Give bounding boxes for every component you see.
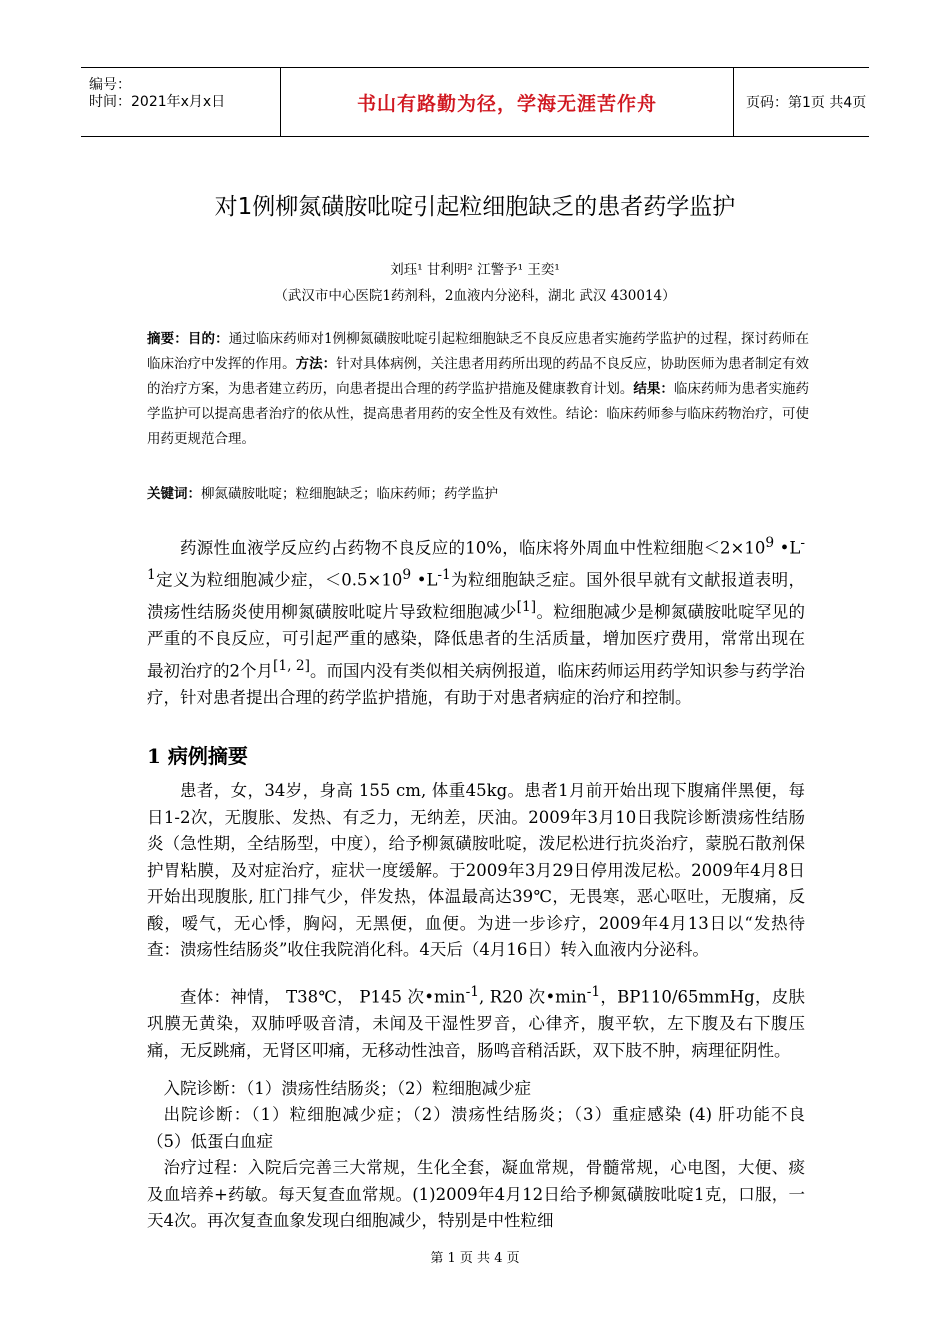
intro-sup-a: 9 <box>765 535 775 551</box>
exam-sup-a: -1 <box>465 984 479 1000</box>
abstract-method: 针对具体病例，关注患者用药所出现的药品不良反应，协助医师为患者制定有效的治疗方案，为患者建立药历，向患者提出合理的药学监护措施及健康教育计划。 <box>147 356 810 397</box>
exam-text-b: , R20 次•min <box>478 987 587 1007</box>
exam-text-a: 查体：神情， T38℃， P145 次•min <box>180 987 466 1007</box>
discharge-diagnosis: 出院诊断：（1）粒细胞减少症；（2）溃疡性结肠炎；（3）重症感染 (4) 肝功能不良 （5）低蛋白血症 <box>147 1105 805 1151</box>
keywords-label: 关键词： <box>147 486 201 502</box>
article-affiliation: （武汉市中心医院1药剂科，2血液内分泌科，湖北 武汉 430014） <box>274 288 676 304</box>
article-title: 对1例柳氮磺胺吡啶引起粒细胞缺乏的患者药学监护 <box>214 194 736 220</box>
abstract-purpose: 通过临床药师对1例柳氮磺胺吡啶引起粒细胞缺乏不良反应患者实施药学监护的过程，探讨药师在临床治疗中发挥的作用。 <box>147 331 810 372</box>
header-left-cell <box>81 68 281 136</box>
intro-text-g: 。而国内没有类似相关病例报道，临床药师运用药学知识参与药学治疗，针对患者提出合理的药学监护措施，有助于对患者病症的治疗和控制。 <box>147 661 806 707</box>
intro-text-a: 药源性血液学反应约占药物不良反应的10%，临床将外周血中性粒细胞＜2×10 <box>180 538 766 558</box>
intro-sup-d: -1 <box>437 567 451 583</box>
abstract-purpose-label: 目的： <box>187 331 229 347</box>
intro-text-b: •L <box>774 538 801 558</box>
case-summary-paragraph: 患者，女，34岁，身高 155 cm, 体重45kg。患者1月前开始出现下腹痛伴黑便，每日1-2次，无腹胀、发热、有乏力，无纳差，厌油。2009年3月10日我院诊断溃疡性结肠炎（急性期，全结肠型，中度），给予柳氮磺胺吡啶，泼尼松进行抗炎治疗，蒙脱石散剂保护胃粘膜，及对症治疗，症状一度缓解。于2009年3月29日停用泼尼松。2009年4月8日开始出现腹胀, 肛门排气少，伴发热，体温最高达39℃，无畏寒，恶心呕吐，无腹痛，反酸，嗳气，无心悸，胸闷，无黑便，血便。为进一步诊疗，2009年4月13日以“发热待查：溃疡性结肠炎”收住我院消化科。4天后（4月16日）转入血液内分泌科。 <box>147 781 805 959</box>
intro-citation-2: [1, 2] <box>273 657 310 674</box>
document-time-label: 时间：2021年x月x日 <box>89 94 226 110</box>
intro-sup-c: 9 <box>402 567 412 583</box>
exam-sup-b: -1 <box>586 984 601 1000</box>
abstract-result: 临床药师为患者实施药学监护可以提高患者治疗的依从性，提高患者用药的安全性及有效性。结论：临床药师参与临床药物治疗，可使用药更规范合理。 <box>147 381 810 447</box>
exam-text-c: ，BP110/65mmHg，皮肤巩膜无黄染，双肺呼吸音清，未闻及干湿性罗音，心律齐，腹平软，左下腹及右下腹压痛，无反跳痛，无肾区叩痛，无移动性浊音，肠鸣音稍活跃，双下肢不肿，病理征阴性。 <box>147 987 806 1060</box>
header-motto-cell <box>281 68 734 136</box>
page-footer: 第 1 页 共 4 页 <box>430 1251 520 1266</box>
article-authors: 刘珏¹ 甘利明² 江警予¹ 王奕¹ <box>390 262 560 278</box>
physical-exam-paragraph <box>147 979 805 1064</box>
intro-text-e: 为粒细胞缺乏症。国外很早就有文献报道表明，溃疡性结肠炎使用柳氮磺胺吡啶片导致粒细胞减少 <box>147 570 806 622</box>
section-heading-case-summary: 1 病例摘要 <box>147 744 248 768</box>
intro-text-f: 。粒细胞减少是柳氮磺胺吡啶罕见的严重的不良反应，可引起严重的感染，降低患者的生活质量，增加医疗费用，常常出现在最初治疗的2个月 <box>147 602 806 680</box>
header-page-cell <box>734 68 869 136</box>
abstract-label: 摘要： <box>147 331 188 347</box>
abstract <box>147 327 809 452</box>
admission-diagnosis: 入院诊断：（1）溃疡性结肠炎；（2）粒细胞减少症 <box>163 1079 531 1098</box>
intro-citation-1: [1] <box>516 599 537 615</box>
abstract-method-label: 方法： <box>295 356 337 372</box>
intro-text-d: •L <box>411 570 438 590</box>
page-header <box>81 67 869 137</box>
keywords-text: 柳氮磺胺吡啶；粒细胞缺乏；临床药师；药学监护 <box>201 486 498 502</box>
document-number-label: 编号： <box>89 77 131 93</box>
header-page-info: 页码：第1页 共4页 <box>746 95 867 111</box>
header-motto: 书山有路勤为径，学海无涯苦作舟 <box>356 92 657 115</box>
treatment-paragraph: 治疗过程：入院后完善三大常规，生化全套，凝血常规，骨髓常规，心电图，大便、痰及血培养+药敏。每天复查血常规。(1)2009年4月12日给予柳氮磺胺吡啶1克，口服，一天4次。再次复查血象发现白细胞减少，特别是中性粒细 <box>147 1158 805 1230</box>
intro-text-c: 定义为粒细胞减少症，＜0.5×10 <box>155 570 403 590</box>
abstract-result-label: 结果： <box>633 381 674 397</box>
keywords <box>147 482 809 507</box>
intro-paragraph <box>147 530 805 711</box>
intro-sup-b: -1 <box>147 535 805 583</box>
